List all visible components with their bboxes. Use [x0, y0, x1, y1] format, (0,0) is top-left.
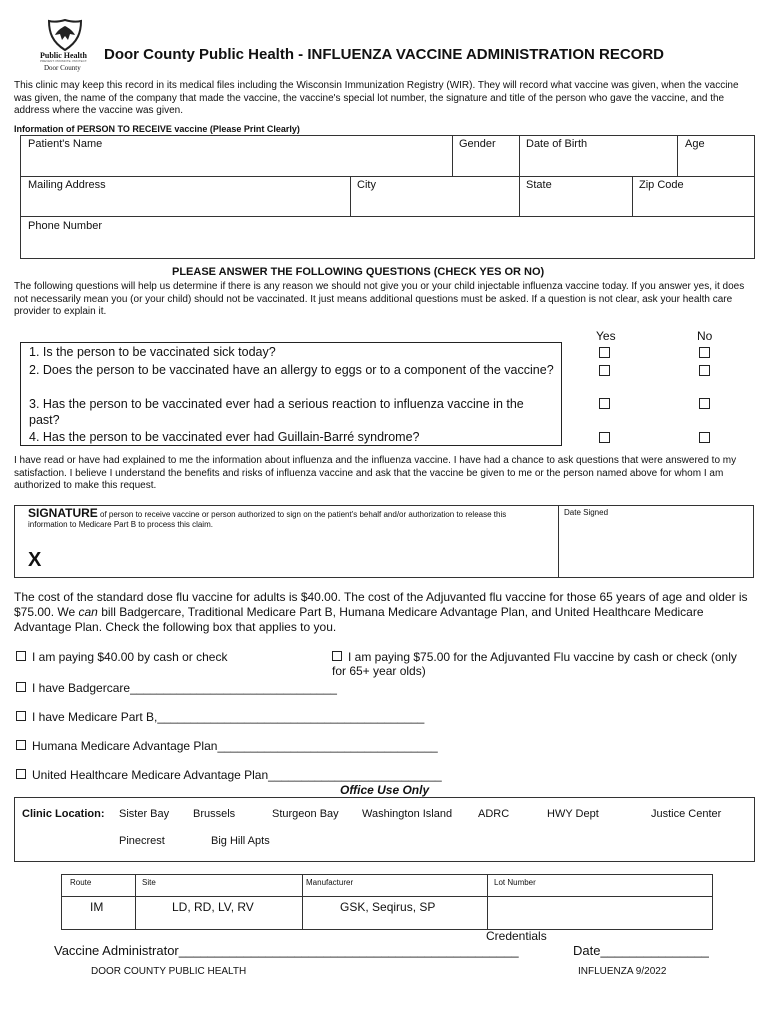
- option-cash-75[interactable]: I am paying $75.00 for the Adjuvanted Flu vaccine by cash or check (only for 65+ year olds): [332, 650, 737, 678]
- signature-x-mark: X: [28, 549, 42, 571]
- site-value[interactable]: LD, RD, LV, RV: [172, 900, 254, 914]
- clinic-option[interactable]: Brussels: [193, 808, 236, 820]
- q3-yes-checkbox[interactable]: [599, 398, 610, 409]
- clinic-option[interactable]: Pinecrest: [119, 835, 165, 847]
- clinic-option[interactable]: Big Hill Apts: [211, 835, 270, 847]
- footer-left: DOOR COUNTY PUBLIC HEALTH: [91, 966, 247, 977]
- patient-name-field[interactable]: Patient's Name: [28, 138, 103, 150]
- clinic-option[interactable]: HWY Dept: [547, 808, 599, 820]
- no-header: No: [697, 329, 713, 343]
- clinic-option[interactable]: Sister Bay: [119, 808, 170, 820]
- cost-emph: can: [78, 605, 98, 619]
- q1-yes-checkbox[interactable]: [599, 347, 610, 358]
- checkbox-icon[interactable]: [16, 740, 26, 750]
- yes-header: Yes: [596, 329, 616, 343]
- q4-yes-checkbox[interactable]: [599, 432, 610, 443]
- questions-intro: The following questions will help us determine if there is any reason we should not give you or your child injectable influenza vaccine today. If you answer yes, it does not necessarily mean you (or your child) should not be vaccinated. It just means additional questions must be asked. If a question is not clear, ask your health care provider to explain it.: [14, 281, 745, 318]
- cost-part1: The cost of the standard dose flu vaccine for adults is $40.00. The cost of the Adjuvanted flu vaccine for those 65 years of age and older is $75.00. We: [14, 590, 748, 619]
- credentials-label: Credentials: [486, 929, 547, 943]
- gender-field[interactable]: Gender: [459, 138, 496, 150]
- clinic-location-label: Clinic Location:: [22, 808, 105, 820]
- route-header: Route: [70, 878, 92, 887]
- questions-heading: PLEASE ANSWER THE FOLLOWING QUESTIONS (CHECK YES OR NO): [172, 266, 545, 278]
- logo-line3: Door County: [44, 64, 81, 72]
- logo-line1: Public Health: [40, 51, 87, 60]
- intro-text: This clinic may keep this record in its medical files including the Wisconsin Immunization Registry (WIR). They will record what vaccine was given, when the vaccine was given, the name of the company that made the vaccine, the vaccine's special lot number, the signature and title of the person who gave the vaccine, and the address where the vaccine was given.: [14, 80, 739, 117]
- footer-right: INFLUENZA 9/2022: [578, 966, 667, 977]
- clinic-location-box: [14, 797, 755, 862]
- q3-no-checkbox[interactable]: [699, 398, 710, 409]
- zip-field[interactable]: Zip Code: [639, 179, 684, 191]
- info-heading: Information of PERSON TO RECEIVE vaccine (Please Print Clearly): [14, 124, 300, 134]
- city-field[interactable]: City: [357, 179, 376, 191]
- option-badgercare[interactable]: I have Badgercare_______________________________: [16, 681, 337, 695]
- signature-label-bold: SIGNATURE: [28, 506, 98, 520]
- question-4: 4. Has the person to be vaccinated ever had Guillain-Barré syndrome?: [29, 430, 420, 444]
- q2-yes-checkbox[interactable]: [599, 365, 610, 376]
- cost-text: [14, 590, 759, 635]
- signature-label-rest: of person to receive vaccine or person authorized to sign on the patient's behalf and/or authorization to release this information to Medicare Part B to process this claim.: [28, 510, 507, 529]
- checkbox-icon[interactable]: [16, 769, 26, 779]
- clinic-option[interactable]: ADRC: [478, 808, 510, 820]
- q2-no-checkbox[interactable]: [699, 365, 710, 376]
- question-3: 3. Has the person to be vaccinated ever had a serious reaction to influenza vaccine in the past?: [29, 397, 524, 427]
- phone-field[interactable]: Phone Number: [28, 220, 102, 232]
- office-use-heading: Office Use Only: [340, 783, 430, 797]
- option-united[interactable]: United Healthcare Medicare Advantage Plan__________________________: [16, 768, 442, 782]
- shield-logo-icon: [40, 18, 90, 52]
- clinic-option[interactable]: Sturgeon Bay: [272, 808, 339, 820]
- route-value[interactable]: IM: [90, 900, 104, 914]
- dob-field[interactable]: Date of Birth: [526, 138, 588, 150]
- mailing-address-field[interactable]: Mailing Address: [28, 179, 106, 191]
- clinic-option[interactable]: Justice Center: [651, 808, 722, 820]
- date-line[interactable]: Date_______________: [573, 943, 709, 958]
- signature-label: [28, 508, 548, 530]
- clinic-option[interactable]: Washington Island: [362, 808, 453, 820]
- cost-part2: bill Badgercare, Traditional Medicare Part B, Humana Medicare Advantage Plan, and United Healthcare Medicare Advantage Plan. Check the following box that applies to you.: [14, 605, 704, 634]
- manufacturer-value[interactable]: GSK, Seqirus, SP: [340, 900, 436, 914]
- page-title: Door County Public Health - INFLUENZA VACCINE ADMINISTRATION RECORD: [104, 46, 664, 63]
- logo-line2: PREVENT. PROMOTE. PROTECT.: [40, 59, 88, 63]
- option-cash-40[interactable]: I am paying $40.00 by cash or check: [16, 650, 227, 664]
- question-1: 1. Is the person to be vaccinated sick today?: [29, 345, 276, 359]
- option-humana[interactable]: Humana Medicare Advantage Plan_________________________________: [16, 739, 438, 753]
- checkbox-icon[interactable]: [16, 682, 26, 692]
- age-field[interactable]: Age: [685, 138, 705, 150]
- checkbox-icon[interactable]: [332, 651, 342, 661]
- question-2: 2. Does the person to be vaccinated have an allergy to eggs or to a component of the vaccine?: [29, 363, 554, 377]
- agreement-text: I have read or have had explained to me the information about influenza and the influenza vaccine. I have had a chance to ask questions that were answered to my satisfaction. I believe I understand the benefits and risks of influenza vaccine and ask that the vaccine be given to me or the person named above for whom I am authorized to make this request.: [14, 455, 737, 492]
- manufacturer-header: Manufacturer: [306, 878, 354, 887]
- lot-number-header: Lot Number: [494, 878, 536, 887]
- q1-no-checkbox[interactable]: [699, 347, 710, 358]
- checkbox-icon[interactable]: [16, 651, 26, 661]
- patient-info-grid: [20, 135, 755, 259]
- vaccine-administrator-line[interactable]: Vaccine Administrator_______________________________________________: [54, 943, 519, 958]
- state-field[interactable]: State: [526, 179, 552, 191]
- option-medicare[interactable]: I have Medicare Part B,________________________________________: [16, 710, 424, 724]
- date-signed-field[interactable]: Date Signed: [564, 508, 609, 517]
- q4-no-checkbox[interactable]: [699, 432, 710, 443]
- checkbox-icon[interactable]: [16, 711, 26, 721]
- site-header: Site: [142, 878, 156, 887]
